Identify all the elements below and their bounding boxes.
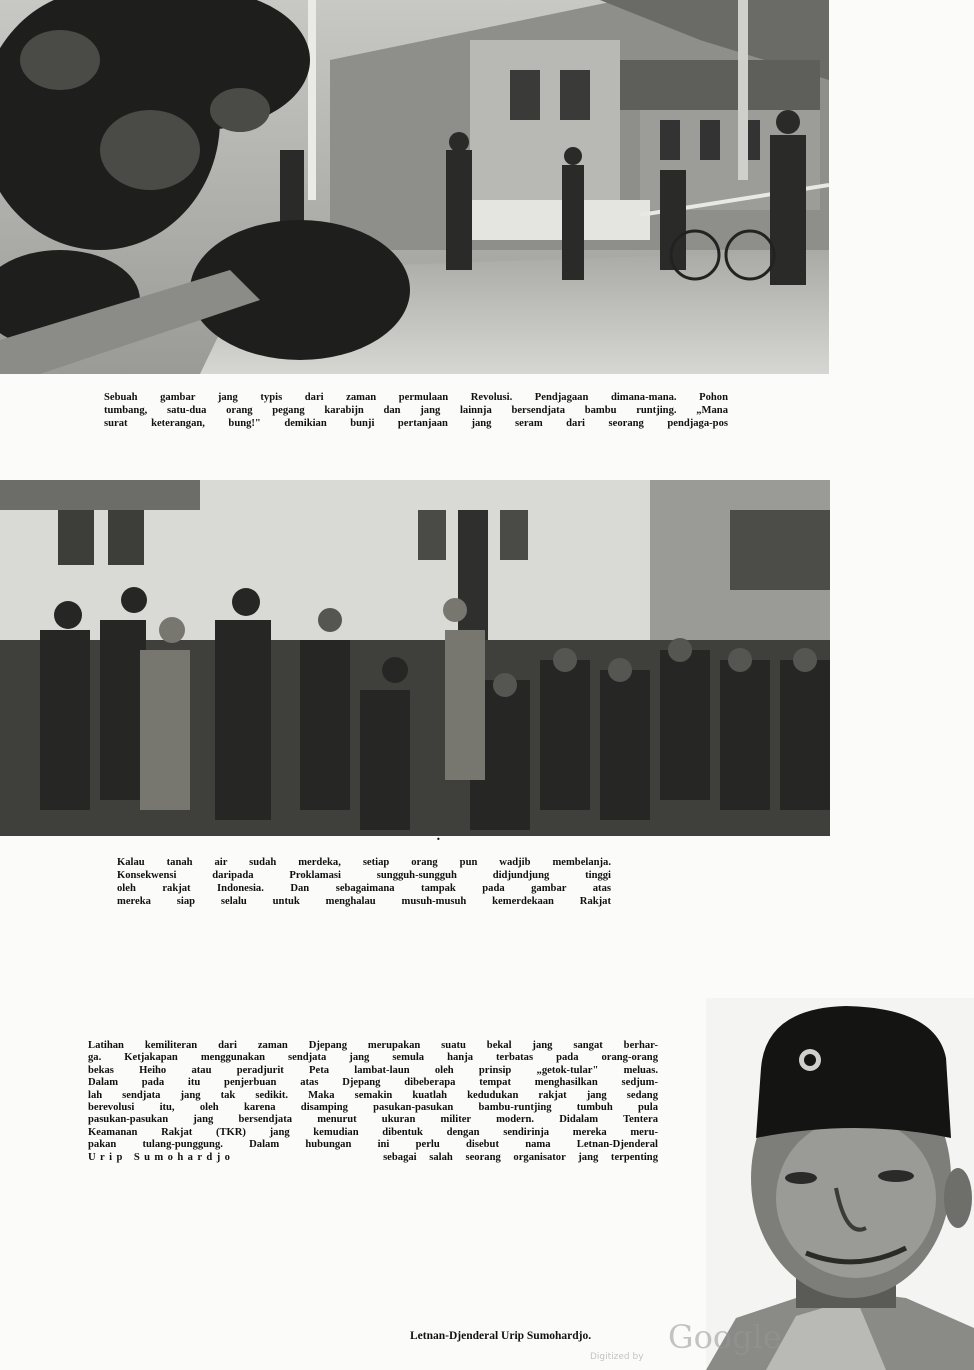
photo-caption-militia <box>117 856 611 908</box>
caption-line: mereka siap selalu untuk menghalau musuh-musuh kemerdekaan Rakjat <box>117 896 611 907</box>
photo-militia-group <box>0 480 830 836</box>
portrait-urip-sumohardjo <box>706 998 974 1370</box>
article-body <box>88 1040 658 1164</box>
article-line: Keamanan Rakjat (TKR) jang kemudian dibentuk dengan sendirinja mereka meru- <box>88 1126 658 1138</box>
caption-line: Konsekwensi daripada Proklamasi sungguh-sungguh didjundjung tinggi <box>117 870 611 881</box>
watermark-google-logo: Google <box>668 1318 782 1356</box>
caption-line: oleh rakjat Indonesia. Dan sebagaimana tampak pada gambar atas <box>117 883 611 894</box>
article-last-line-rest: sebagai salah seorang organisator jang terpenting <box>383 1151 658 1163</box>
article-name-spaced: Urip Sumohardjo <box>88 1151 235 1163</box>
watermark-digitized: Digitized by <box>590 1352 644 1362</box>
street-guard-photo-icon <box>0 0 829 374</box>
article-line: Dalam pada itu penjerbuan atas Djepang dibeberapa tempat menghasilkan sedjum- <box>88 1077 658 1089</box>
dot-mark: • <box>436 835 441 844</box>
article-line: pasukan-pasukan jang bersendjata menurut ukuran militer modern. Didalam Tentera <box>88 1114 658 1126</box>
article-line: bekas Heiho atau peradjurit Peta lambat-laun oleh prinsip „getok-tular" meluas. <box>88 1064 658 1076</box>
caption-line: Kalau tanah air sudah merdeka, setiap orang pun wadjib membelanja. <box>117 857 611 868</box>
caption-line: Sebuah gambar jang typis dari zaman permulaan Revolusi. Pendjagaan dimana-mana. Pohon <box>104 392 728 403</box>
photo-street-guard <box>0 0 829 374</box>
caption-line: surat keterangan, bung!" demikian bunji pertanjaan jang seram dari seorang pendjaga-pos <box>104 418 728 429</box>
article-line: pakan tulang-punggung. Dalam hubungan ini perlu disebut nama Letnan-Djenderal <box>88 1139 658 1151</box>
article-last-line <box>88 1152 658 1164</box>
article-line: lah sendjata jang tak sedikit. Maka semakin kuatlah kedudukan rakjat jang sedang <box>88 1089 658 1101</box>
photo-caption-street-guard <box>104 391 728 430</box>
general-portrait-icon <box>706 998 974 1370</box>
caption-line: tumbang, satu-dua orang pegang karabijn dan jang lainnja bersendjata bambu runtjing. „Mana <box>104 405 728 416</box>
article-line: ga. Ketjakapan menggunakan sendjata jang semula hanja terbatas pada orang-orang <box>88 1052 658 1064</box>
article-line: Latihan kemiliteran dari zaman Djepang merupakan suatu bekal jang sangat berhar- <box>88 1040 658 1051</box>
portrait-caption: Letnan-Djenderal Urip Sumohardjo. <box>410 1330 592 1342</box>
article-line: berevolusi itu, oleh karena disamping pasukan-pasukan bambu-runtjing tumbuh pula <box>88 1102 658 1114</box>
militia-group-photo-icon <box>0 480 830 836</box>
